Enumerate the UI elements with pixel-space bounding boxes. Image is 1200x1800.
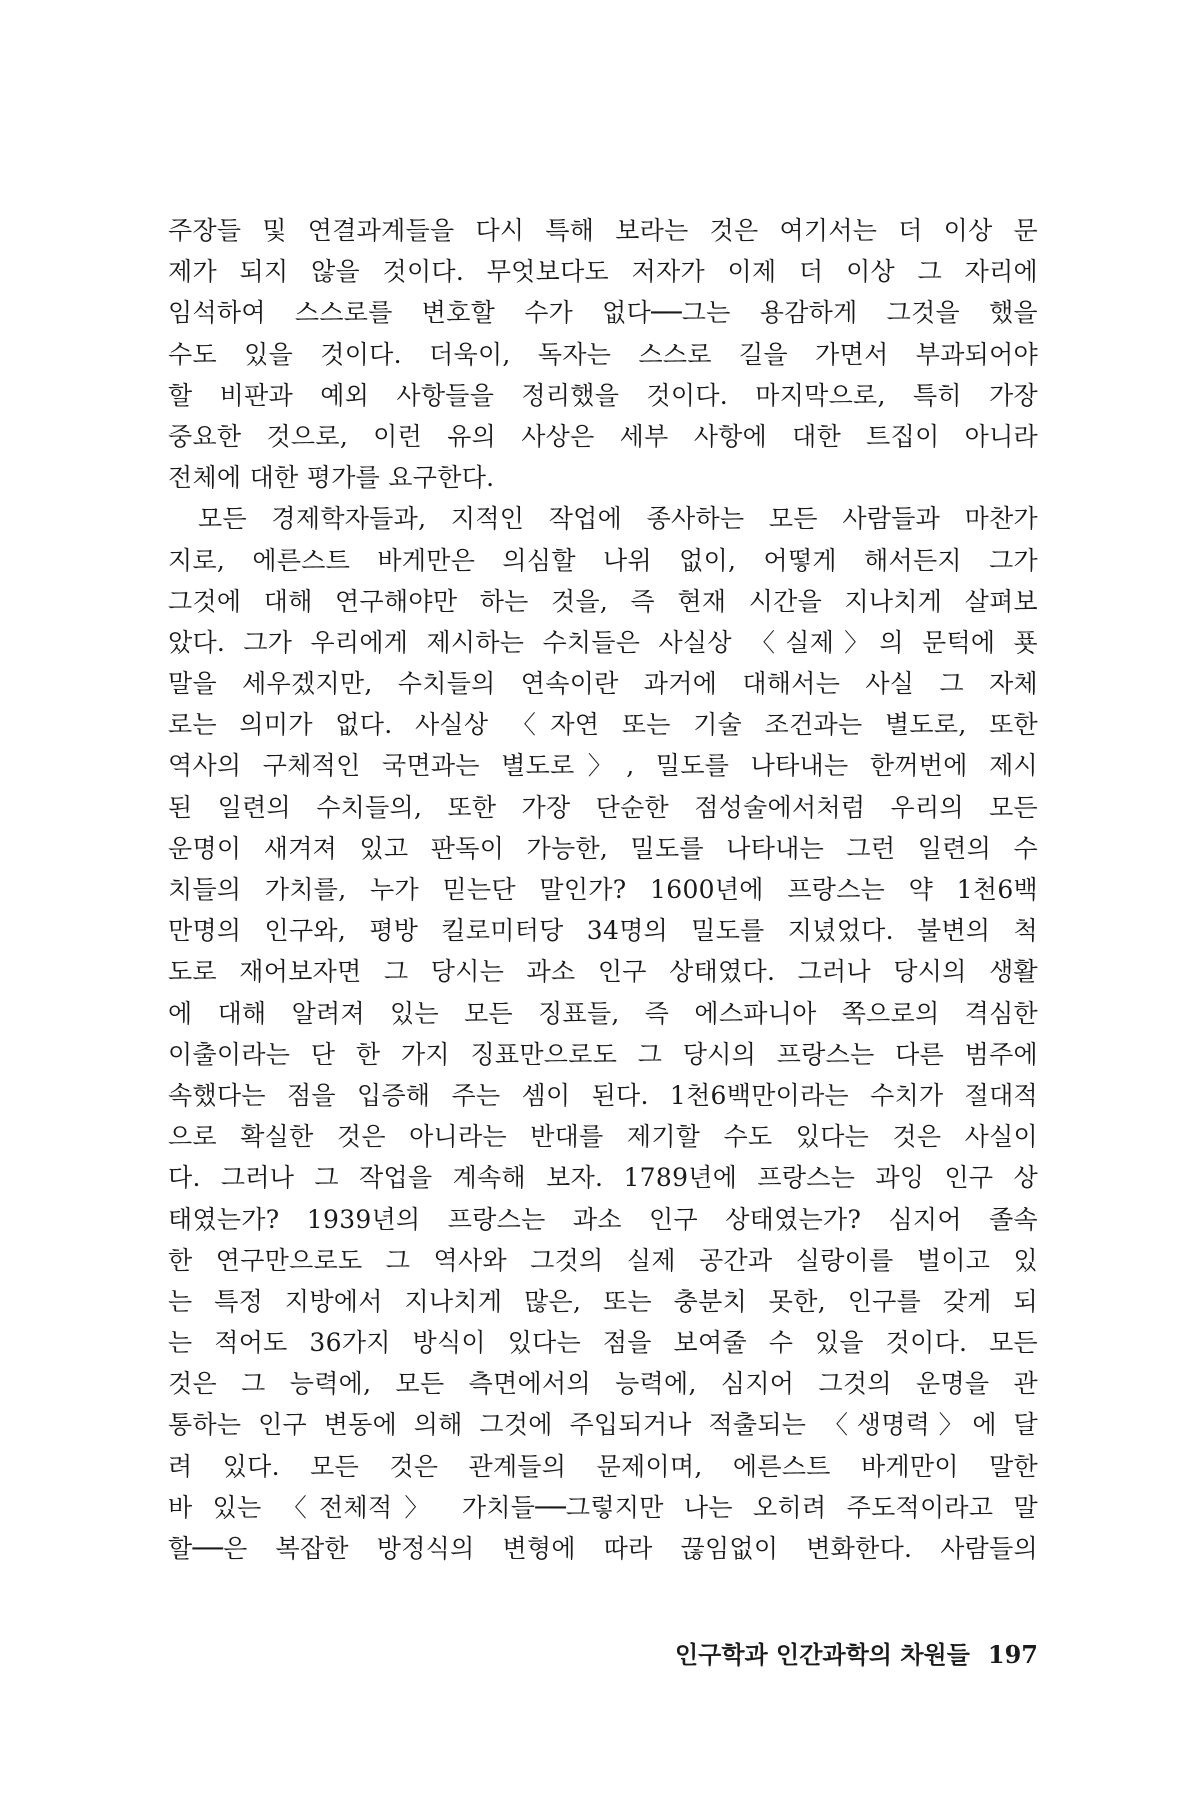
text-line: 았다. 그가 우리에게 제시하는 수치들은 사실상 〈실제〉의 문턱에 푯	[168, 627, 1038, 657]
page-footer	[610, 1635, 1038, 1670]
text-line: 할──은 복잡한 방정식의 변형에 따라 끊임없이 변화한다. 사람들의	[168, 1534, 1038, 1563]
text-line: 주장들 및 연결과계들을 다시 특해 보라는 것은 여기서는 더 이상 문	[168, 216, 1038, 245]
text-line: 만명의 인구와, 평방 킬로미터당 34명의 밀도를 지녔었다. 불변의 척	[168, 916, 1038, 946]
text-line: 로는 의미가 없다. 사실상 〈자연 또는 기술 조건과는 별도로, 또한	[168, 710, 1038, 740]
text-line: 역사의 구체적인 국면과는 별도로〉, 밀도를 나타내는 한꺼번에 제시	[168, 751, 1038, 781]
text-line: 말을 세우겠지만, 수치들의 연속이란 과거에 대해서는 사실 그 자체	[168, 669, 1038, 699]
text-line: 태였는가? 1939년의 프랑스는 과소 인구 상태였는가? 심지어 졸속	[168, 1204, 1038, 1234]
text-line: 속했다는 점을 입증해 주는 셈이 된다. 1천6백만이라는 수치가 절대적	[168, 1080, 1038, 1110]
text-line: 운명이 새겨져 있고 판독이 가능한, 밀도를 나타내는 그런 일련의 수	[168, 833, 1038, 863]
text-line: 된 일련의 수치들의, 또한 가장 단순한 점성술에서처럼 우리의 모든	[168, 792, 1038, 822]
running-title: 인구학과 인간과학의 차원들	[674, 1640, 970, 1669]
text-line: 수도 있을 것이다. 더욱이, 독자는 스스로 길을 가면서 부과되어야	[168, 339, 1038, 369]
text-line: 으로 확실한 것은 아니라는 반대를 제기할 수도 있다는 것은 사실이	[168, 1122, 1038, 1152]
text-line: 바 있는 〈전체적〉 가치들──그렇지만 나는 오히려 주도적이라고 말	[168, 1492, 1038, 1522]
text-line: 제가 되지 않을 것이다. 무엇보다도 저자가 이제 더 이상 그 자리에	[168, 257, 1038, 287]
text-line: 이출이라는 단 한 가지 징표만으로도 그 당시의 프랑스는 다른 범주에	[168, 1039, 1038, 1069]
text-line: 다. 그러나 그 작업을 계속해 보자. 1789년에 프랑스는 과잉 인구 상	[168, 1163, 1038, 1193]
text-line: 는 특정 지방에서 지나치게 많은, 또는 충분치 못한, 인구를 갖게 되	[168, 1286, 1038, 1316]
text-line: 할 비판과 예외 사항들을 정리했을 것이다. 마지막으로, 특히 가장	[168, 380, 1038, 410]
text-line: 한 연구만으로도 그 역사와 그것의 실제 공간과 실랑이를 벌이고 있	[168, 1245, 1038, 1275]
text-line: 지로, 에른스트 바게만은 의심할 나위 없이, 어떻게 해서든지 그가	[168, 545, 1038, 575]
page-number: 197	[987, 1640, 1038, 1669]
text-line: 것은 그 능력에, 모든 측면에서의 능력에, 심지어 그것의 운명을 관	[168, 1369, 1038, 1399]
body-text	[168, 210, 1038, 1569]
text-line: 도로 재어보자면 그 당시는 과소 인구 상태였다. 그러나 당시의 생활	[168, 957, 1038, 987]
text-line: 통하는 인구 변동에 의해 그것에 주입되거나 적출되는 〈생명력〉에 달	[168, 1410, 1038, 1440]
text-line: 전체에 대한 평가를 요구한다.	[168, 463, 495, 493]
text-line: 임석하여 스스로를 변호할 수가 없다──그는 용감하게 그것을 했을	[168, 298, 1038, 328]
text-line: 치들의 가치를, 누가 믿는단 말인가? 1600년에 프랑스는 약 1천6백	[168, 875, 1038, 904]
text-line: 그것에 대해 연구해야만 하는 것을, 즉 현재 시간을 지나치게 살펴보	[168, 586, 1038, 616]
text-line: 는 적어도 36가지 방식이 있다는 점을 보여줄 수 있을 것이다. 모든	[168, 1328, 1038, 1358]
text-line: 에 대해 알려져 있는 모든 징표들, 즉 에스파니아 쪽으로의 격심한	[168, 998, 1038, 1028]
text-line: 모든 경제학자들과, 지적인 작업에 종사하는 모든 사람들과 마찬가	[198, 504, 1038, 534]
text-line: 려 있다. 모든 것은 관계들의 문제이며, 에른스트 바게만이 말한	[168, 1451, 1038, 1481]
text-line: 중요한 것으로, 이런 유의 사상은 세부 사항에 대한 트집이 아니라	[168, 421, 1038, 451]
